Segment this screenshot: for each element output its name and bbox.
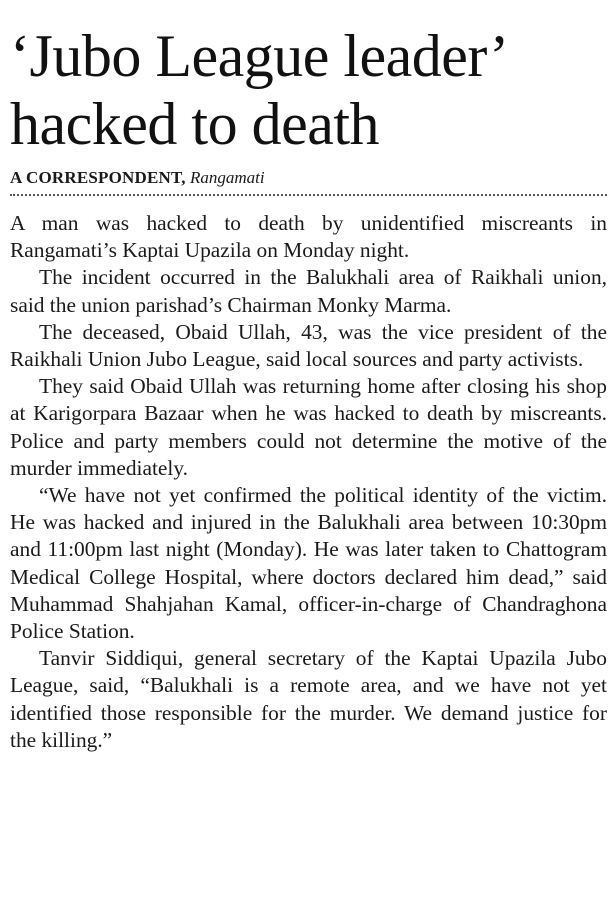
byline-author: A CORRESPONDENT, (10, 168, 186, 187)
paragraph-3: The deceased, Obaid Ullah, 43, was the vice president of the Raikhali Union Jubo League, said local sources and party activists. (10, 319, 607, 372)
dotted-divider (10, 194, 607, 196)
paragraph-5: “We have not yet confirmed the political identity of the victim. He was hacked and injured in the Balukhali area between 10:30pm and 11:00pm last night (Monday). He was later taken to Chattogram Medical College Hospital, where doctors declared him dead,” said Muhammad Shahjahan Kamal, officer-in-charge of Chandraghona Police Station. (10, 483, 607, 644)
article-body (10, 210, 607, 754)
headline: ‘Jubo League leader’ hacked to death (10, 23, 505, 157)
paragraph-1: A man was hacked to death by unidentified miscreants in Rangamati’s Kaptai Upazila on Monday night. (10, 211, 607, 263)
paragraph-6: Tanvir Siddiqui, general secretary of the Kaptai Upazila Jubo League, said, “Balukhali is a remote area, and we have not yet identified those responsible for the murder. We demand justice for the killing.” (10, 646, 607, 752)
paragraph-4: They said Obaid Ullah was returning home after closing his shop at Karigorpara Bazaar when he was hacked to death by miscreants. Police and party members could not determine the motive of the murder immediately. (10, 374, 607, 480)
news-article (10, 0, 607, 754)
byline (10, 167, 607, 189)
byline-location: Rangamati (190, 168, 265, 187)
paragraph-2: The incident occurred in the Balukhali area of Raikhali union, said the union parishad’s Chairman Monky Marma. (10, 265, 607, 317)
